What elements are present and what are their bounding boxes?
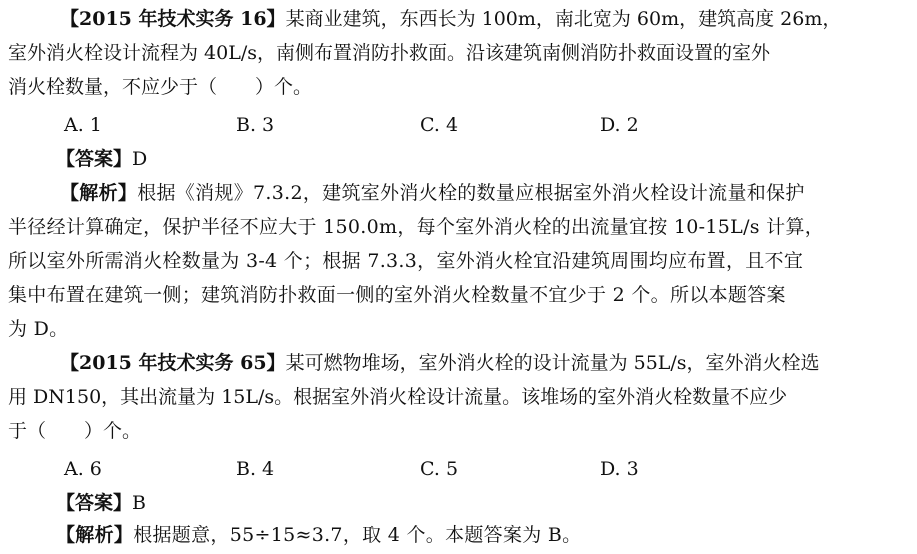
analysis-text-1: 根据《消规》7.3.2，建筑室外消火栓的数量应根据室外消火栓设计流量和保护 [137,182,805,204]
question-2-option-d: D. 3 [600,458,639,480]
analysis-line-3: 所以室外所需消火栓数量为 3-4 个；根据 7.3.3，室外消火栓宜沿建筑周围均应布置，且不宜 [8,250,804,272]
question-1-analysis [8,176,913,346]
analysis-line-5: 为 D。 [8,318,69,340]
answer-label: 【答案】 [56,492,133,514]
question-1-line-1 [8,2,913,36]
question-1-text-1: 某商业建筑，东西长为 100m，南北宽为 60m，建筑高度 26m， [285,8,842,30]
question-2-option-a: A. 6 [64,458,102,480]
question-2-options [64,452,764,486]
question-2-option-b: B. 4 [236,458,275,480]
question-1-options [64,108,764,142]
question-1-option-a: A. 1 [64,114,102,136]
analysis-text: 根据题意，55÷15≈3.7，取 4 个。本题答案为 B。 [133,524,582,546]
question-1-option-c: C. 4 [420,114,459,136]
answer-value: D [132,148,148,170]
question-2-line-3: 于（ ）个。 [8,420,142,442]
question-1-option-d: D. 2 [600,114,639,136]
question-2-tag: 【2015 年技术实务 65】 [60,352,286,374]
analysis-line-4: 集中布置在建筑一侧；建筑消防扑救面一侧的室外消火栓数量不宜少于 2 个。所以本题答案 [8,284,786,306]
analysis-label: 【解析】 [56,524,134,546]
question-2-line-2: 用 DN150，其出流量为 15L/s。根据室外消火栓设计流量。该堆场的室外消火栓数量不应少 [8,386,788,408]
question-1-line-3: 消火栓数量，不应少于（ ）个。 [8,76,313,98]
analysis-line-2: 半径经计算确定，保护半径不应大于 150.0m，每个室外消火栓的出流量宜按 10-15L/s 计算， [8,216,825,238]
question-1-answer [56,142,147,176]
question-2-analysis [56,518,581,552]
question-2 [8,346,913,448]
question-1 [8,2,913,104]
question-2-option-c: C. 5 [420,458,459,480]
analysis-line-1 [8,176,913,210]
question-1-line-2: 室外消火栓设计流程为 40L/s，南侧布置消防扑救面。沿该建筑南侧消防扑救面设置的室外 [8,42,770,64]
question-1-option-b: B. 3 [236,114,275,136]
question-2-answer [56,486,146,520]
question-2-text-1: 某可燃物堆场，室外消火栓的设计流量为 55L/s，室外消火栓选 [285,352,820,374]
answer-value: B [132,492,146,514]
question-2-line-1 [8,346,913,380]
analysis-label: 【解析】 [60,182,138,204]
answer-label: 【答案】 [56,148,133,170]
question-1-tag: 【2015 年技术实务 16】 [60,8,286,30]
